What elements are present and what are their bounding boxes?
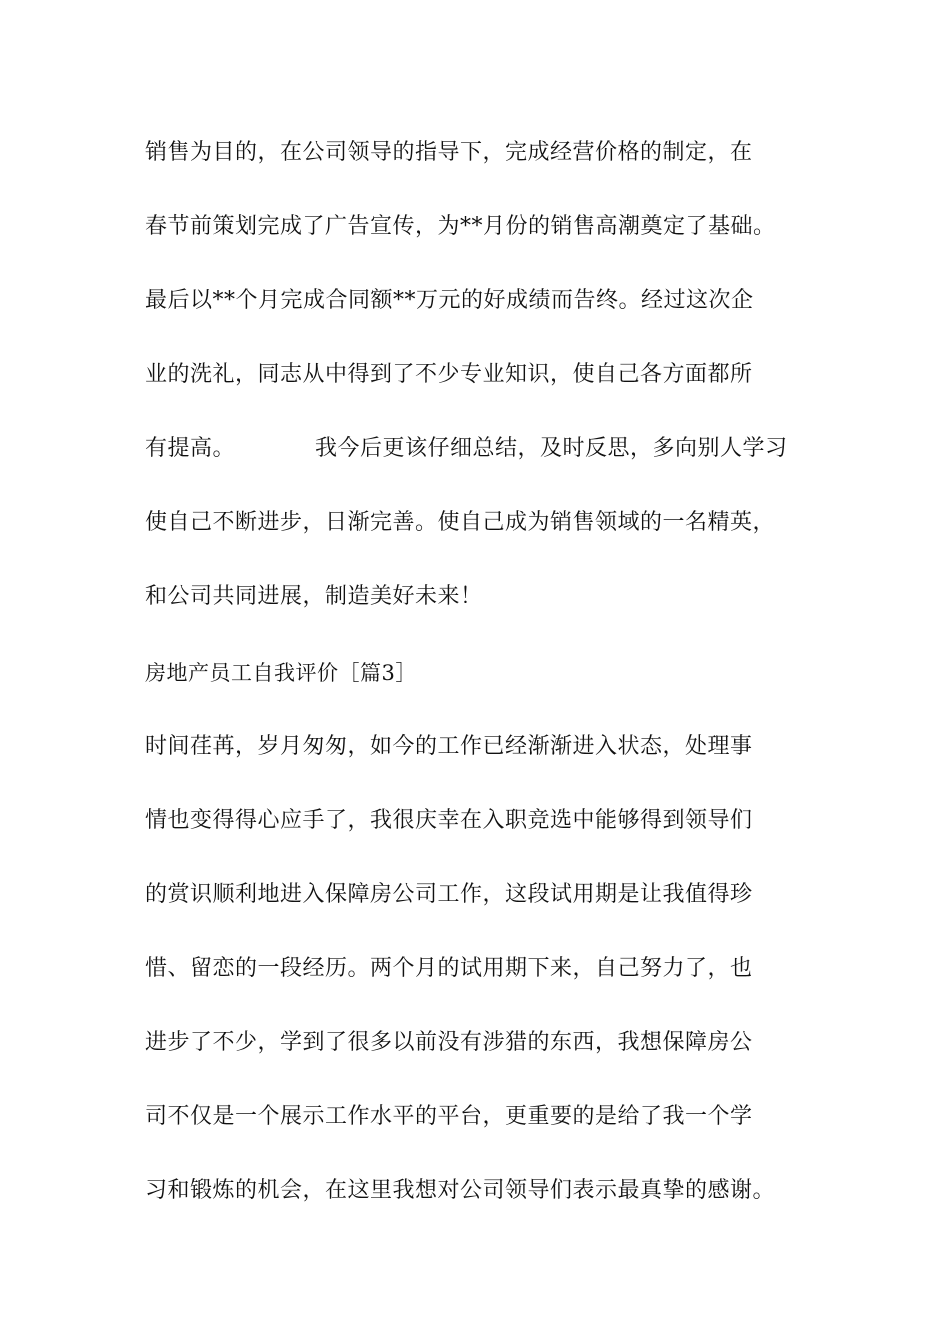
paragraph-line: 业的洗礼，同志从中得到了不少专业知识，使自己各方面都所 [145,362,753,387]
paragraph-line: 春节前策划完成了广告宣传，为**月份的销售高潮奠定了基础。 [145,214,776,239]
paragraph-line: 情也变得得心应手了，我很庆幸在入职竞选中能够得到领导们 [145,808,753,833]
paragraph-line: 进步了不少，学到了很多以前没有涉猎的东西，我想保障房公 [145,1030,753,1055]
paragraph-line-split [145,434,788,464]
paragraph-line: 惜、留恋的一段经历。两个月的试用期下来，自己努力了，也 [145,956,753,981]
paragraph-line: 习和锻炼的机会，在这里我想对公司领导们表示最真挚的感谢。 [145,1178,776,1203]
paragraph-line: 的赏识顺利地进入保障房公司工作，这段试用期是让我值得珍 [145,882,753,907]
paragraph-line-part: 有提高。 [145,436,236,461]
paragraph-line: 销售为目的，在公司领导的指导下，完成经营价格的制定，在 [145,140,753,165]
paragraph-line: 和公司共同进展，制造美好未来！ [145,584,483,609]
paragraph-line: 司不仅是一个展示工作水平的平台，更重要的是给了我一个学 [145,1104,753,1129]
paragraph-line: 最后以**个月完成合同额**万元的好成绩而告终。经过这次企 [145,288,754,313]
section-heading: 房地产员工自我评价［篇3］ [145,661,417,685]
paragraph-line: 时间荏苒，岁月匆匆，如今的工作已经渐渐进入状态，处理事 [145,734,753,759]
paragraph-line: 使自己不断进步，日渐完善。使自己成为销售领域的一名精英， [145,510,776,535]
paragraph-line-part: 我今后更该仔细总结，及时反思，多向别人学习 [315,436,788,461]
